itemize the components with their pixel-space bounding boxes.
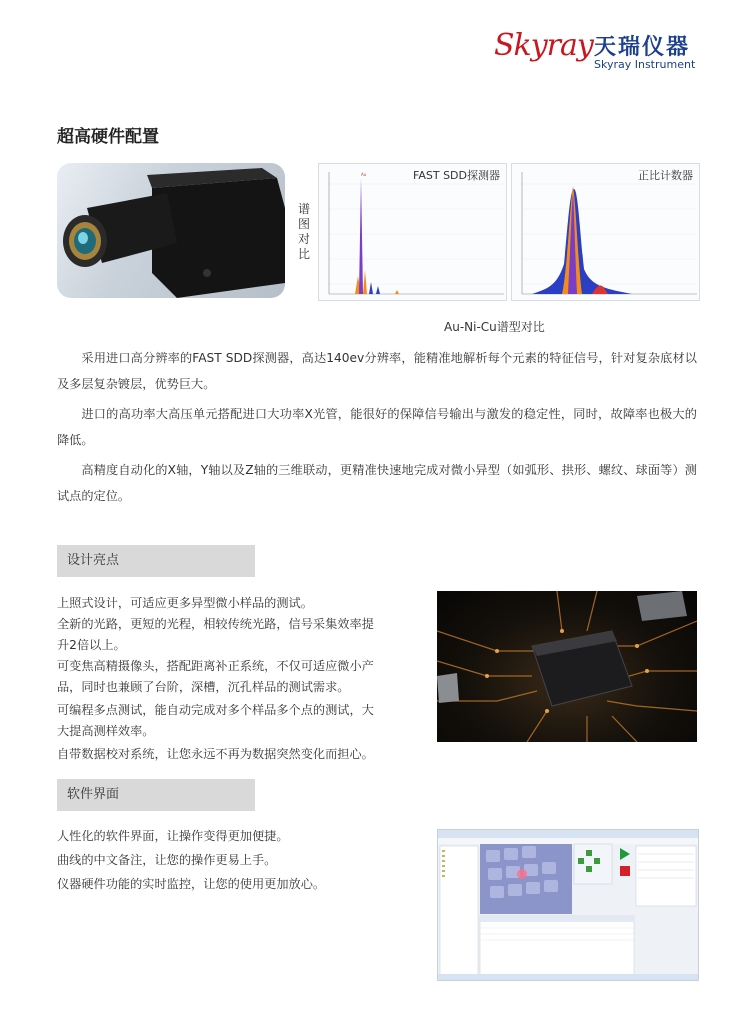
detector-photo (57, 163, 285, 298)
paragraph-power-unit: 进口的高功率大高压单元搭配进口大功率X光管，能很好的保障信号输出与激发的稳定性，同时，故障率也极大的降低。 (57, 407, 697, 447)
software-heading: 软件界面 (57, 779, 255, 811)
design-line: 上照式设计，可适应更多异型微小样品的测试。 (57, 596, 313, 610)
software-line: 曲线的中文备注，让您的操作更易上手。 (57, 853, 277, 867)
paragraph-detector: 采用进口高分辨率的FAST SDD探测器，高达140ev分辨率，能精准地解析每个元素的特征信号，针对复杂底材以及多层复杂镀层，优势巨大。 (57, 351, 697, 391)
spectrum-compare-label: 谱图对比 (297, 202, 310, 261)
design-highlights-heading: 设计亮点 (57, 545, 255, 577)
design-line: 可编程多点测试，能自动完成对多个样品多个点的测试，大 (57, 703, 374, 717)
design-line: 升2倍以上。 (57, 638, 126, 652)
software-line: 人性化的软件界面，让操作变得更加便捷。 (57, 829, 289, 843)
proportional-spectrum-panel (511, 163, 700, 301)
design-line: 全新的光路，更短的光程，相较传统光路，信号采集效率提 (57, 617, 374, 631)
design-line: 自带数据校对系统，让您永远不再为数据突然变化而担心。 (57, 747, 374, 761)
section-title: 超高硬件配置 (57, 127, 159, 147)
logo-english-name: Skyray Instrument (594, 58, 696, 71)
design-line: 可变焦高精摄像头，搭配距离补正系统，不仅可适应微小产 (57, 659, 374, 673)
svg-text:Au: Au (361, 172, 367, 177)
brand-logo (494, 28, 714, 76)
software-screenshot (437, 829, 699, 981)
sdd-spectrum-panel (318, 163, 507, 301)
design-line: 大提高测样效率。 (57, 724, 155, 738)
paragraph-xyz-axis: 高精度自动化的X轴，Y轴以及Z轴的三维联动，更精准快速地完成对微小异型（如弧形、拱形、螺纹、球面等）测试点的定位。 (57, 463, 697, 503)
logo-chinese-name: 天瑞仪器 (594, 35, 691, 60)
logo-script-text: Skyray (494, 28, 593, 63)
chip-photo (437, 591, 697, 742)
sdd-spectrum-title: FAST SDD探测器 (413, 169, 500, 182)
software-line: 仪器硬件功能的实时监控，让您的使用更加放心。 (57, 877, 326, 891)
proportional-spectrum-title: 正比计数器 (638, 169, 693, 182)
spectrum-caption: Au-Ni-Cu谱型对比 (444, 320, 545, 334)
design-line: 品，同时也兼顾了台阶，深槽，沉孔样品的测试需求。 (57, 680, 350, 694)
